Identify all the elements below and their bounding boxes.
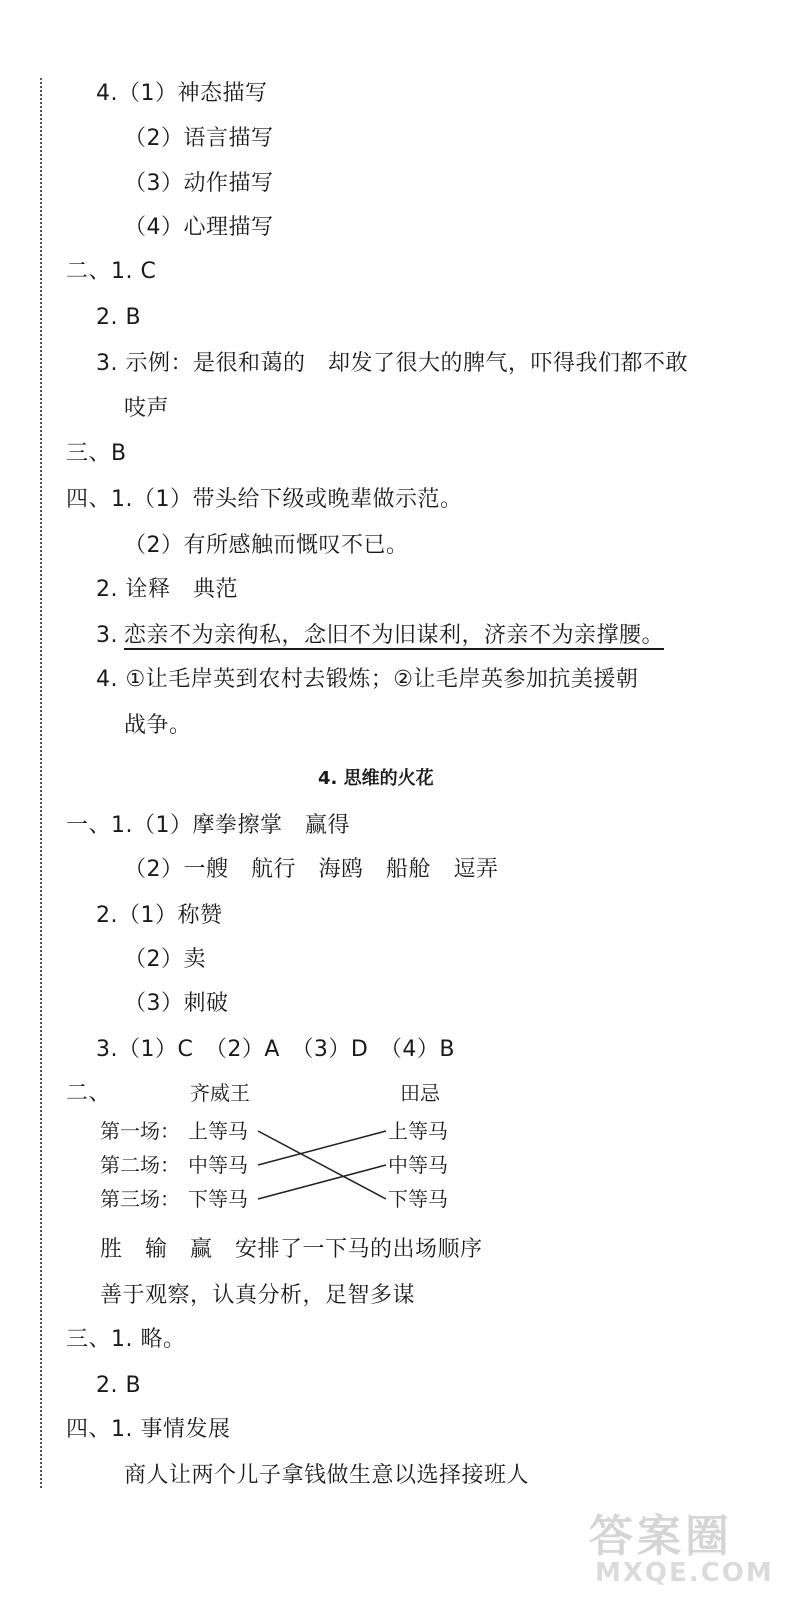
match-right-head: 田忌 xyxy=(400,1081,440,1105)
answer-line: （3）动作描写 xyxy=(124,171,274,196)
connector-line xyxy=(258,1165,386,1199)
answer-line: 三、1. 略。 xyxy=(66,1327,186,1352)
answer-line: 二、 xyxy=(66,1081,112,1106)
match-left-head: 齐威王 xyxy=(190,1081,250,1105)
answer-line: （2）语言描写 xyxy=(124,126,274,151)
match-right-item: 下等马 xyxy=(388,1187,448,1211)
answer-line: 2. B xyxy=(96,1373,142,1398)
answer-line: 一、1.（1）摩拳擦掌 赢得 xyxy=(66,813,350,838)
match-left-item: 中等马 xyxy=(188,1153,248,1177)
match-left-item: 下等马 xyxy=(188,1187,248,1211)
connector-line xyxy=(258,1131,386,1199)
answer-line: （3）刺破 xyxy=(124,991,229,1016)
answer-line: 3. xyxy=(96,623,126,648)
answer-line: 2.（1）称赞 xyxy=(96,903,223,928)
watermark-text: 答案圈 xyxy=(589,1511,733,1562)
answer-line: 3.（1）C （2）A （3）D （4）B xyxy=(96,1037,455,1062)
dotted-margin-line xyxy=(40,78,42,1488)
answer-line: （2）一艘 航行 海鸥 船舱 逗弄 xyxy=(124,857,499,882)
answer-line: 4. ①让毛岸英到农村去锻炼；②让毛岸英参加抗美援朝 xyxy=(96,667,639,692)
match-row-label: 第二场： xyxy=(100,1153,180,1177)
answer-line: 胜 输 赢 安排了一下马的出场顺序 xyxy=(100,1237,483,1262)
answer-line: 四、1.（1）带头给下级或晚辈做示范。 xyxy=(66,487,463,512)
answer-line: 4.（1）神态描写 xyxy=(96,81,268,106)
match-right-item: 上等马 xyxy=(388,1119,448,1143)
match-row-label: 第三场： xyxy=(100,1187,180,1211)
answer-line: 吱声 xyxy=(124,396,170,421)
answer-line: （4）心理描写 xyxy=(124,215,274,240)
connector-line xyxy=(258,1131,386,1165)
match-right-item: 中等马 xyxy=(388,1153,448,1177)
match-row-label: 第一场： xyxy=(100,1119,180,1143)
watermark-url: MXQE.COM xyxy=(595,1558,774,1588)
answer-line-underlined: 恋亲不为亲徇私，念旧不为旧谋利，济亲不为亲撑腰。 xyxy=(124,623,665,648)
section-title: 4. 思维的火花 xyxy=(318,768,434,789)
answer-line: 二、1. C xyxy=(66,259,157,284)
answer-line: 3. 示例：是很和蔼的 却发了很大的脾气，吓得我们都不敢 xyxy=(96,351,688,376)
answer-line: （2）有所感触而慨叹不已。 xyxy=(124,533,409,558)
answer-line: （2）卖 xyxy=(124,947,206,972)
answer-line: 战争。 xyxy=(124,713,192,738)
answer-line: 2. 诠释 典范 xyxy=(96,577,238,602)
answer-line: 善于观察，认真分析，足智多谋 xyxy=(100,1283,416,1308)
watermark-logo xyxy=(589,1500,774,1595)
answer-line: 四、1. 事情发展 xyxy=(66,1417,231,1442)
answer-line: 2. B xyxy=(96,305,142,330)
answer-line: 商人让两个儿子拿钱做生意以选择接班人 xyxy=(124,1463,530,1488)
match-left-item: 上等马 xyxy=(188,1119,248,1143)
answer-line: 三、B xyxy=(66,441,127,466)
